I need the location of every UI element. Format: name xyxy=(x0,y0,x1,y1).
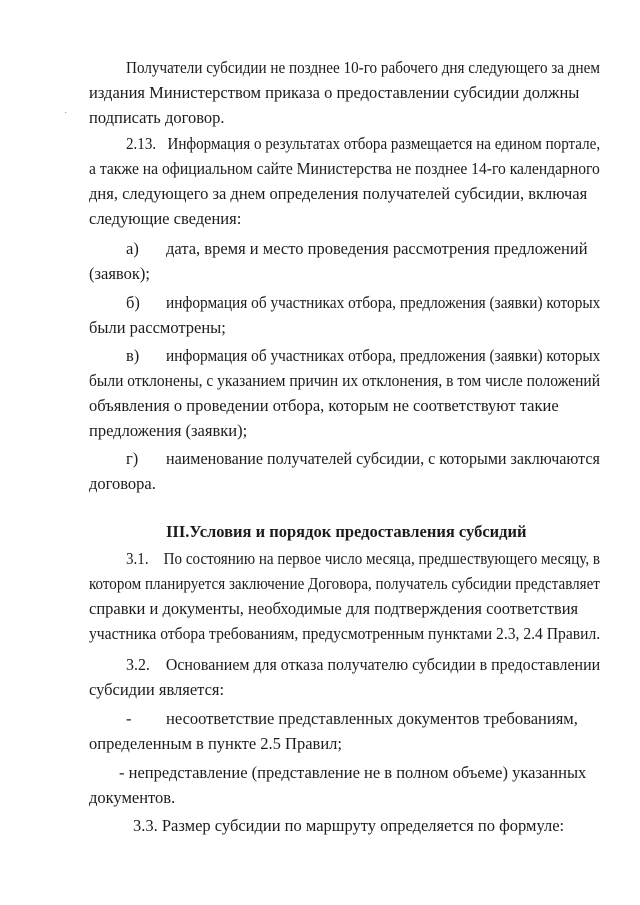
item-v-marker: в) xyxy=(126,346,140,365)
item-a-line-1: дата, время и место проведения рассмотрения предложений xyxy=(166,239,588,258)
item-v-line-4: предложения (заявки); xyxy=(89,421,248,440)
p-2-13-line-2: а также на официальном сайте Министерства не позднее 14-го календарного xyxy=(89,159,600,178)
dash-2-line-2: документов. xyxy=(89,788,176,807)
p-3-3: 3.3. Размер субсидии по маршруту определяется по формуле: xyxy=(133,816,565,835)
scan-speck: · xyxy=(64,108,68,119)
item-g-marker: г) xyxy=(126,449,139,468)
intro-line-1: Получатели субсидии не позднее 10-го рабочего дня следующего за днем xyxy=(126,58,600,77)
p-2-13-line-4: следующие сведения: xyxy=(89,209,242,228)
item-g-line-1: наименование получателей субсидии, с которыми заключаются xyxy=(166,449,600,468)
item-v-line-2: были отклонены, с указанием причин их отклонения, в том числе положений xyxy=(89,371,601,390)
item-b-line-2: были рассмотрены; xyxy=(89,318,226,337)
item-a-line-2: (заявок); xyxy=(89,264,150,283)
item-g-line-2: договора. xyxy=(89,474,156,493)
p-3-1-line-4: участника отбора требованиям, предусмотренным пунктами 2.3, 2.4 Правил. xyxy=(89,624,601,643)
p-2-13-line-1: 2.13. Информация о результатах отбора размещается на едином портале, xyxy=(126,134,601,153)
intro-line-2: издания Министерством приказа о предоставлении субсидии должны xyxy=(89,83,580,102)
intro-line-3: подписать договор. xyxy=(89,108,225,127)
p-2-13-line-3: дня, следующего за днем определения получателей субсидии, включая xyxy=(89,184,588,203)
p-3-1-line-3: справки и документы, необходимые для подтверждения соответствия xyxy=(89,599,579,618)
p-3-2-line-1: 3.2. Основанием для отказа получателю субсидии в предоставлении xyxy=(126,655,601,674)
item-b-line-1: информация об участниках отбора, предложения (заявки) которых xyxy=(166,293,601,312)
dash-1-line-1: несоответствие представленных документов требованиям, xyxy=(166,709,578,728)
item-b-marker: б) xyxy=(126,293,140,312)
dash-1-line-2: определенным в пункте 2.5 Правил; xyxy=(89,734,342,753)
item-a-marker: а) xyxy=(126,239,139,258)
p-3-2-line-2: субсидии является: xyxy=(89,680,225,699)
p-3-1-line-1: 3.1. По состоянию на первое число месяца, предшествующего месяцу, в xyxy=(126,549,600,568)
p-3-1-line-2: котором планируется заключение Договора, получатель субсидии представляет xyxy=(89,574,600,593)
item-v-line-3: объявления о проведении отбора, которым не соответствуют такие xyxy=(89,396,559,415)
dash-2-line-1: - непредставление (представление не в полном объеме) указанных xyxy=(119,763,587,782)
section-heading: III.Условия и порядок предоставления субсидий xyxy=(166,522,527,541)
dash-1-marker: - xyxy=(126,709,132,728)
item-v-line-1: информация об участниках отбора, предложения (заявки) которых xyxy=(166,346,601,365)
